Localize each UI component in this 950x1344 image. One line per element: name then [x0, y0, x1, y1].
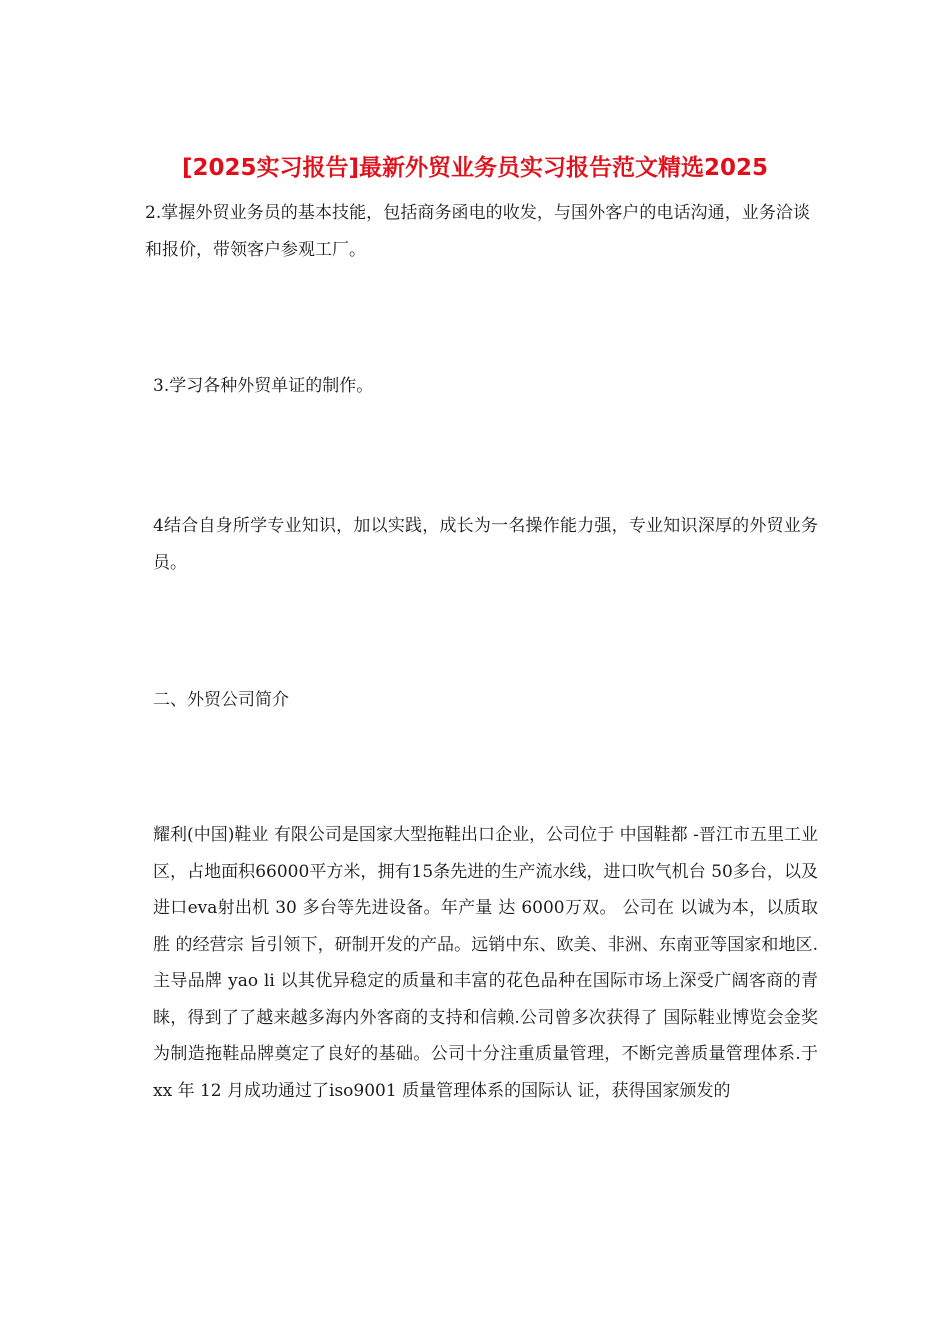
paragraph-company-intro: 耀利(中国)鞋业 有限公司是国家大型拖鞋出口企业，公司位于 中国鞋都 -晋江市五里工业区，占地面积66000平方米，拥有15条先进的生产流水线，进口吹气机台 50多台，以及进口eva射出机 30 多台等先进设备。年产量 达 6000万双。 公司在 以诚为本，以质取胜 的经营宗 旨引领下，研制开发的产品。远销中东、欧美、非洲、东南亚等国家和地区.主导品牌 yao li 以其优异稳定的质量和丰富的花色品种在国际市场上深受广阔客商的青睐，得到了了越来越多海内外客商的支持和信赖.公司曾多次获得了 国际鞋业博览会金奖 为制造拖鞋品牌奠定了良好的基础。公司十分注重质量管理，不断完善质量管理体系.于xx 年 12 月成功通过了iso9001 质量管理体系的国际认 证，获得国家颁发的: [153, 825, 818, 1101]
section-heading-company-intro: 二、外贸公司简介: [153, 690, 289, 710]
paragraph-objective-4: 4结合自身所学专业知识，加以实践，成长为一名操作能力强，专业知识深厚的外贸业务员。: [153, 516, 818, 573]
paragraph-objective-2: 2.掌握外贸业务员的基本技能，包括商务函电的收发，与国外客户的电话沟通，业务洽谈和报价，带领客户参观工厂。: [145, 203, 810, 260]
paragraph-objective-3: 3.学习各种外贸单证的制作。: [153, 376, 374, 396]
page-title: [2025实习报告]最新外贸业务员实习报告范文精选2025: [181, 155, 769, 181]
